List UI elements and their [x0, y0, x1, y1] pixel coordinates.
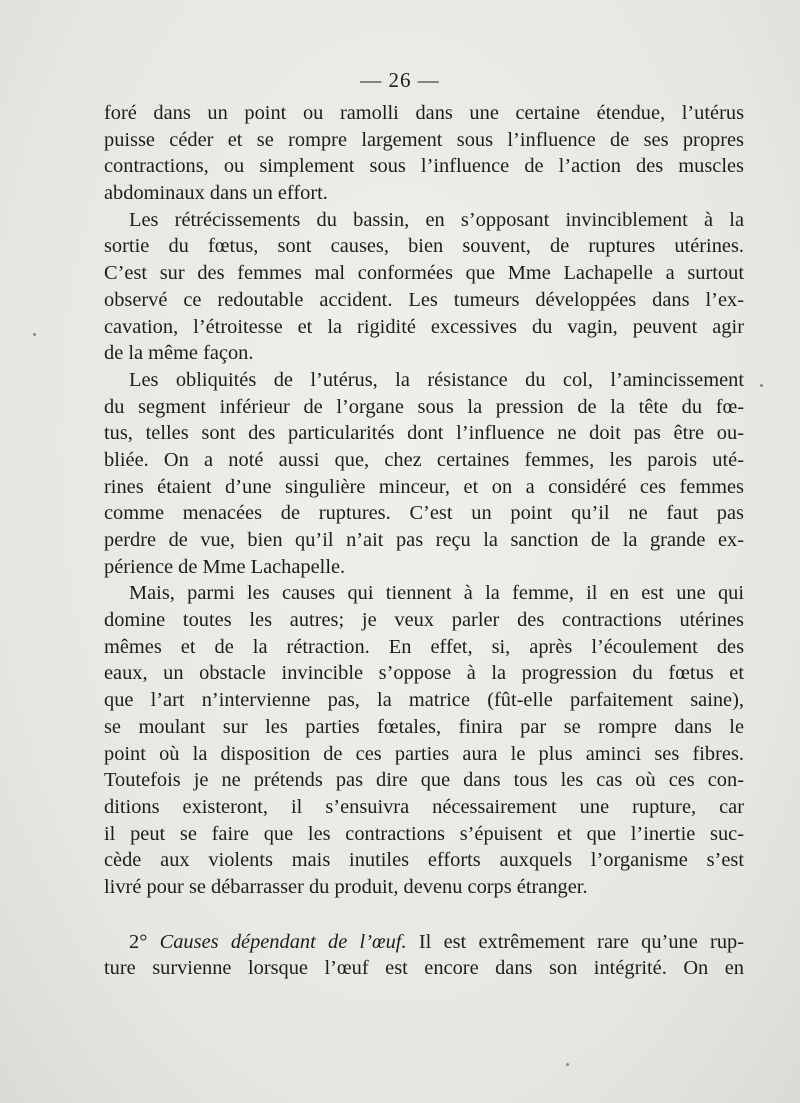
- text-line: domine toutes les autres; je veux parler des contractions utérines: [104, 609, 744, 632]
- text-line: sortie du fœtus, sont causes, bien souvent, de ruptures utérines.: [104, 235, 744, 258]
- text-line: il peut se faire que les contractions s’épuisent et que l’inertie suc-: [104, 822, 744, 845]
- text-line: abdominaux dans un effort.: [104, 182, 328, 205]
- section-text-line: ture survienne lorsque l’œuf est encore dans son intégrité. On en: [104, 957, 744, 980]
- text-line: foré dans un point ou ramolli dans une certaine étendue, l’utérus: [104, 102, 744, 124]
- body-text: [104, 100, 744, 982]
- text-line: perdre de vue, bien qu’il n’ait pas reçu la sanction de la grande ex-: [104, 529, 744, 551]
- text-line: du segment inférieur de l’organe sous la pression de la tête du fœ-: [104, 395, 744, 418]
- text-line: cavation, l’étroitesse et la rigidité excessives du vagin, peuvent agir: [104, 315, 744, 338]
- text-line: ditions existeront, il s’ensuivra nécessairement une rupture, car: [104, 795, 744, 818]
- text-line: livré pour se débarrasser du produit, devenu corps étranger.: [104, 875, 588, 898]
- text-line: puisse céder et se rompre largement sous l’influence de ses propres: [104, 128, 744, 151]
- section-gap: [104, 901, 744, 929]
- text-line: Mais, parmi les causes qui tiennent à la femme, il en est une qui: [129, 582, 744, 605]
- text-line: de la même façon.: [104, 342, 254, 365]
- text-line: Les rétrécissements du bassin, en s’opposant invinciblement à la: [129, 208, 744, 231]
- text-line: contractions, ou simplement sous l’influence de l’action des muscles: [104, 155, 744, 178]
- paper-speck: [33, 333, 36, 336]
- text-line: bliée. On a noté aussi que, chez certaines femmes, les parois uté-: [104, 448, 744, 471]
- text-line: Les obliquités de l’utérus, la résistance du col, l’amincissement: [129, 368, 744, 391]
- text-line: rines étaient d’une singulière minceur, et on a considéré ces femmes: [104, 475, 744, 498]
- paragraph: [104, 100, 744, 207]
- text-line: mêmes et de la rétraction. En effet, si, après l’écoulement des: [104, 635, 744, 658]
- section-text: Il est extrêmement rare qu’une rup-: [418, 930, 744, 953]
- paragraph: [104, 367, 744, 581]
- text-line: cède aux violents mais inutiles efforts auxquels l’organisme s’est: [104, 849, 744, 872]
- paper-speck: [566, 1063, 569, 1066]
- section-first-line: [104, 929, 744, 956]
- section-title: Causes dépendant de l’œuf.: [159, 930, 407, 953]
- text-line: que l’art n’intervienne pas, la matrice (fût-elle parfaitement saine),: [104, 689, 744, 712]
- paper-speck: [760, 384, 763, 387]
- text-line: comme menacées de ruptures. C’est un point qu’il ne faut pas: [104, 502, 744, 525]
- section-number: 2°: [129, 930, 148, 953]
- section-paragraph: [104, 929, 744, 982]
- text-line: Toutefois je ne prétends pas dire que dans tous les cas où ces con-: [104, 769, 744, 792]
- text-line: eaux, un obstacle invincible s’oppose à la progression du fœtus et: [104, 662, 744, 685]
- page-number: — 26 —: [360, 68, 440, 92]
- text-line: se moulant sur les parties fœtales, finira par se rompre dans le: [104, 715, 744, 738]
- text-line: tus, telles sont des particularités dont l’influence ne doit pas être ou-: [104, 422, 744, 445]
- text-line: périence de Mme Lachapelle.: [104, 555, 346, 578]
- text-line: C’est sur des femmes mal conformées que Mme Lachapelle a surtout: [104, 262, 744, 285]
- paragraph: [104, 580, 744, 900]
- text-line: point où la disposition de ces parties aura le plus aminci ses fibres.: [104, 742, 744, 765]
- paragraph: [104, 207, 744, 367]
- text-line: observé ce redoutable accident. Les tumeurs développées dans l’ex-: [104, 288, 744, 311]
